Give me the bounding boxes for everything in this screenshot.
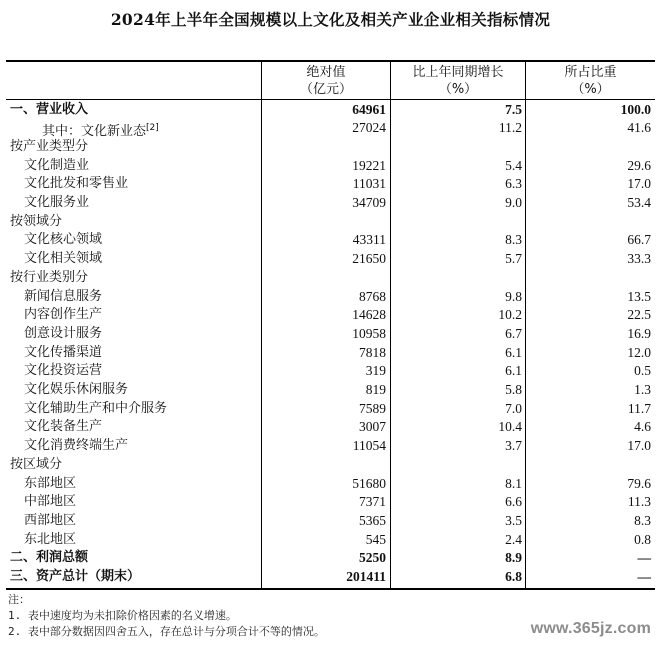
table-row bbox=[6, 549, 655, 568]
header-absolute-value-line1: 绝对值 bbox=[306, 65, 346, 80]
row-label bbox=[24, 250, 102, 269]
absolute-value-cell: 51680 bbox=[352, 475, 386, 491]
share-cell: 79.6 bbox=[627, 475, 651, 491]
table-bottom-rule bbox=[6, 588, 655, 590]
row-label bbox=[10, 101, 88, 120]
growth-cell: 6.8 bbox=[505, 569, 522, 584]
growth-cell: 3.5 bbox=[505, 512, 522, 528]
row-label-text: 新闻信息服务 bbox=[24, 288, 103, 304]
absolute-value-cell: 11054 bbox=[352, 438, 386, 454]
share-cell: — bbox=[637, 550, 651, 566]
share-cell: 0.5 bbox=[634, 363, 651, 379]
growth-cell: 11.2 bbox=[498, 120, 522, 136]
row-label bbox=[10, 549, 88, 568]
row-label bbox=[24, 231, 102, 250]
table-row bbox=[6, 493, 655, 512]
header-share bbox=[526, 64, 655, 98]
table-row bbox=[6, 400, 655, 419]
growth-cell: 8.3 bbox=[505, 232, 522, 248]
row-label bbox=[10, 213, 62, 232]
growth-cell: 8.1 bbox=[505, 475, 522, 491]
growth-cell: 5.4 bbox=[505, 157, 522, 173]
growth-cell: 6.1 bbox=[505, 344, 522, 360]
table-row bbox=[6, 568, 655, 587]
row-label-text: 按产业类型分 bbox=[10, 138, 89, 154]
header-absolute-value-line2: （亿元） bbox=[299, 82, 352, 97]
table-row bbox=[6, 512, 655, 531]
growth-cell: 6.1 bbox=[505, 363, 522, 379]
absolute-value-cell: 64961 bbox=[352, 101, 386, 117]
share-cell: 12.0 bbox=[627, 344, 651, 360]
share-cell: 33.3 bbox=[627, 251, 651, 267]
share-cell: 8.3 bbox=[634, 512, 651, 528]
site-watermark: www.365jz.com bbox=[530, 620, 651, 637]
header-share-line1: 所占比重 bbox=[564, 65, 617, 80]
table-row bbox=[6, 288, 655, 307]
absolute-value-cell: 43311 bbox=[352, 232, 386, 248]
row-label bbox=[24, 325, 102, 344]
row-label bbox=[24, 344, 102, 363]
table-title: 2024年上半年全国规模以上文化及相关产业企业相关指标情况 bbox=[110, 10, 551, 29]
row-label-text: 东部地区 bbox=[24, 475, 77, 491]
share-cell: 16.9 bbox=[627, 325, 651, 341]
row-label-text: 文化辅助生产和中介服务 bbox=[24, 400, 168, 416]
absolute-value-cell: 819 bbox=[365, 382, 386, 397]
row-label-text: 按领域分 bbox=[10, 213, 63, 229]
share-cell: 0.8 bbox=[634, 531, 651, 547]
row-label bbox=[24, 418, 102, 437]
share-cell: 1.3 bbox=[634, 382, 651, 397]
share-cell: 13.5 bbox=[627, 288, 651, 304]
absolute-value-cell: 27024 bbox=[352, 120, 386, 136]
table-row bbox=[6, 231, 655, 250]
table-row bbox=[6, 344, 655, 363]
table-row bbox=[6, 213, 655, 232]
growth-cell: 10.2 bbox=[498, 307, 522, 323]
share-cell: 11.3 bbox=[627, 494, 651, 510]
row-label bbox=[24, 175, 128, 194]
table-row bbox=[6, 381, 655, 400]
table-row bbox=[6, 101, 655, 120]
table-row bbox=[6, 194, 655, 213]
growth-cell: 5.8 bbox=[505, 382, 522, 397]
absolute-value-cell: 7589 bbox=[359, 400, 386, 416]
row-label-text: 中部地区 bbox=[24, 494, 77, 510]
table-row bbox=[6, 475, 655, 494]
share-cell: 100.0 bbox=[620, 101, 651, 117]
share-cell: 17.0 bbox=[627, 438, 651, 454]
row-label bbox=[24, 531, 76, 550]
row-label bbox=[24, 362, 102, 381]
share-cell: 22.5 bbox=[627, 307, 651, 323]
table-row bbox=[6, 325, 655, 344]
table-row bbox=[6, 175, 655, 194]
row-label-text: 文化消费终端生产 bbox=[24, 438, 129, 454]
growth-cell: 7.0 bbox=[505, 400, 522, 416]
growth-cell: 7.5 bbox=[505, 101, 522, 117]
absolute-value-cell: 8768 bbox=[359, 288, 386, 304]
absolute-value-cell: 10958 bbox=[352, 325, 386, 341]
share-cell: 53.4 bbox=[627, 195, 651, 210]
share-cell: 29.6 bbox=[627, 157, 651, 173]
absolute-value-cell: 34709 bbox=[352, 195, 386, 210]
row-label-text: 一、营业收入 bbox=[10, 101, 89, 117]
row-label-text: 东北地区 bbox=[24, 531, 77, 547]
table-notes bbox=[8, 592, 325, 640]
row-label-text: 内容创作生产 bbox=[24, 307, 103, 323]
growth-cell: 6.7 bbox=[505, 325, 522, 341]
growth-cell: 10.4 bbox=[498, 419, 522, 435]
share-cell: 41.6 bbox=[627, 120, 651, 136]
row-label-text: 其中：文化新业态 bbox=[42, 124, 147, 140]
table-top-rule bbox=[6, 60, 655, 62]
footnote-marker: [2] bbox=[146, 123, 159, 134]
table-row bbox=[6, 138, 655, 157]
growth-cell: 3.7 bbox=[505, 438, 522, 454]
row-label-text: 创意设计服务 bbox=[24, 325, 103, 341]
row-label bbox=[10, 456, 62, 475]
row-label-text: 二、利润总额 bbox=[10, 550, 89, 566]
row-label-text: 文化装备生产 bbox=[24, 419, 103, 435]
table-row bbox=[6, 157, 655, 176]
row-label-text: 文化娱乐休闲服务 bbox=[24, 382, 129, 397]
row-label bbox=[24, 288, 102, 307]
row-label bbox=[24, 157, 89, 176]
absolute-value-cell: 11031 bbox=[352, 176, 386, 192]
absolute-value-cell: 5365 bbox=[359, 512, 386, 528]
table-row bbox=[6, 250, 655, 269]
row-label-text: 文化制造业 bbox=[24, 157, 90, 173]
row-label-text: 文化核心领域 bbox=[24, 232, 103, 248]
absolute-value-cell: 14628 bbox=[352, 307, 386, 323]
row-label-text: 文化服务业 bbox=[24, 195, 90, 210]
absolute-value-cell: 3007 bbox=[359, 419, 386, 435]
absolute-value-cell: 201411 bbox=[346, 569, 386, 584]
row-label bbox=[24, 381, 128, 400]
growth-cell: 5.7 bbox=[505, 251, 522, 267]
header-yoy-growth bbox=[391, 64, 525, 98]
row-label-text: 按区域分 bbox=[10, 456, 63, 472]
row-label-text: 文化投资运营 bbox=[24, 363, 103, 379]
row-label bbox=[24, 475, 76, 494]
row-label bbox=[24, 512, 76, 531]
growth-cell: 6.3 bbox=[505, 176, 522, 192]
table-row bbox=[6, 362, 655, 381]
row-label bbox=[24, 493, 76, 512]
header-yoy-growth-line2: （%） bbox=[438, 82, 478, 97]
note-1: 1. 表中速度均为未扣除价格因素的名义增速。 bbox=[8, 609, 237, 622]
row-label-text: 三、资产总计（期末） bbox=[10, 569, 141, 584]
notes-heading: 注： bbox=[8, 593, 30, 606]
row-label bbox=[10, 269, 88, 288]
header-absolute-value bbox=[262, 64, 390, 98]
row-label-text: 文化相关领域 bbox=[24, 251, 103, 267]
table-row bbox=[6, 269, 655, 288]
share-cell: 17.0 bbox=[627, 176, 651, 192]
growth-cell: 8.9 bbox=[505, 550, 522, 566]
table-row bbox=[6, 418, 655, 437]
row-label bbox=[24, 437, 128, 456]
header-share-line2: （%） bbox=[571, 82, 610, 97]
absolute-value-cell: 319 bbox=[365, 363, 386, 379]
share-cell: 4.6 bbox=[634, 419, 651, 435]
share-cell: 66.7 bbox=[627, 232, 651, 248]
share-cell: — bbox=[637, 569, 651, 584]
absolute-value-cell: 545 bbox=[365, 531, 386, 547]
absolute-value-cell: 5250 bbox=[359, 550, 386, 566]
absolute-value-cell: 19221 bbox=[352, 157, 386, 173]
table-row bbox=[6, 306, 655, 325]
row-label-text: 文化传播渠道 bbox=[24, 344, 103, 360]
absolute-value-cell: 21650 bbox=[352, 251, 386, 267]
absolute-value-cell: 7371 bbox=[359, 494, 386, 510]
row-label bbox=[10, 138, 88, 157]
share-cell: 11.7 bbox=[627, 400, 651, 416]
table-row bbox=[6, 119, 655, 138]
row-label bbox=[24, 400, 167, 419]
row-label bbox=[24, 306, 102, 325]
table-row bbox=[6, 437, 655, 456]
absolute-value-cell: 7818 bbox=[359, 344, 386, 360]
growth-cell: 9.8 bbox=[505, 288, 522, 304]
row-label bbox=[10, 568, 140, 587]
row-label-text: 西部地区 bbox=[24, 512, 77, 528]
row-label bbox=[24, 194, 89, 213]
table-row bbox=[6, 531, 655, 550]
row-label-text: 文化批发和零售业 bbox=[24, 176, 129, 192]
header-yoy-growth-line1: 比上年同期增长 bbox=[412, 65, 504, 80]
row-label-text: 按行业类别分 bbox=[10, 269, 89, 285]
note-2: 2. 表中部分数据因四舍五入，存在总计与分项合计不等的情况。 bbox=[8, 625, 325, 638]
table-row bbox=[6, 456, 655, 475]
growth-cell: 6.6 bbox=[505, 494, 522, 510]
growth-cell: 9.0 bbox=[505, 195, 522, 210]
growth-cell: 2.4 bbox=[505, 531, 522, 547]
